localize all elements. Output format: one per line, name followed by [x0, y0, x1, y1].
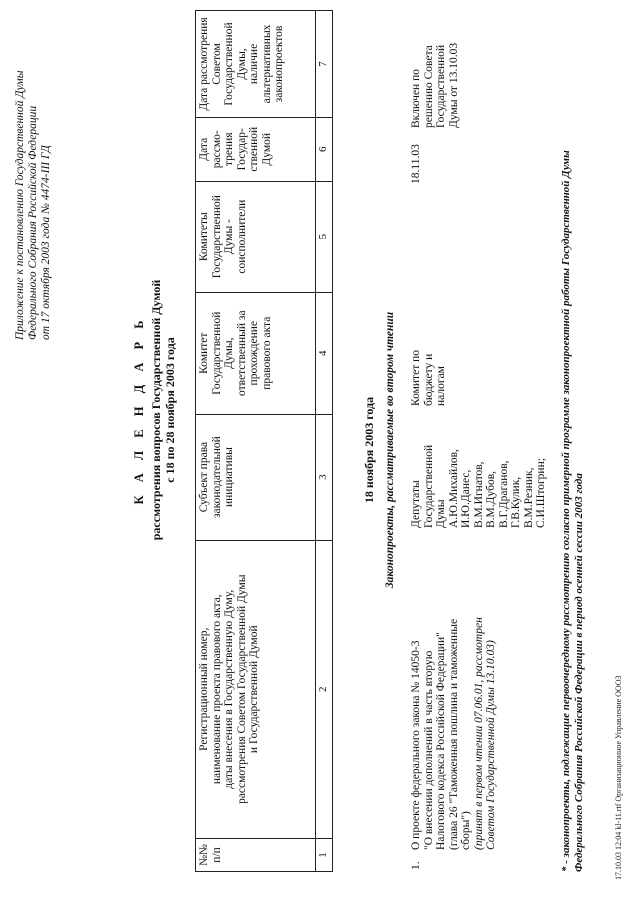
subject-line: Думы — [435, 499, 447, 528]
column-number: 6 — [316, 117, 333, 181]
title-line: рассмотрения вопросов Государственной Думой — [149, 279, 163, 541]
footnote-line: Федерального Собрания Российской Федерации в период осенней сессии 2003 года — [572, 473, 585, 872]
header-cell: Дата рассмотрения Советом Государственной Думы, наличие альтернативных законопроектов — [196, 11, 316, 118]
entry-desc-line: "О внесении дополнений в часть вторую — [422, 650, 435, 850]
council-line: Думы от 13.10.03 — [447, 42, 460, 128]
column-number-row — [316, 11, 333, 872]
subject-line: В.Г.Драганов, — [497, 460, 510, 528]
committee-line: налогам — [435, 366, 447, 406]
entry-desc-line: сборы") — [460, 811, 472, 850]
column-number: 4 — [316, 292, 333, 414]
document-title — [132, 210, 177, 610]
annex-line: от 17 октября 2003 года № 4474-III ГД — [40, 145, 52, 340]
header-cell: Дата рассмо- трения Государ- ственной Думой — [196, 117, 316, 181]
header-cell: Регистрационный номер, наименование проекта правового акта, даты внесения в Государственную Думу, рассмотрения Советом Государственной Думы и Государственной Думой — [196, 540, 316, 838]
calendar-table-header — [195, 10, 333, 872]
committee-line: Комитет по — [410, 350, 422, 406]
subject-line: В.М.Резник, — [522, 467, 535, 528]
column-number: 5 — [316, 181, 333, 292]
header-cell: Комитет Государственной Думы, ответственный за прохождение правового акта — [196, 292, 316, 414]
entry-note-line: Советом Государственной Думы 13.10.03) — [485, 640, 497, 850]
date-heading: 18 ноября 2003 года — [362, 396, 376, 504]
subject-line: В.М.Дубов, — [485, 471, 497, 528]
council-line: решению Совета — [422, 45, 435, 128]
entry-desc-line: Налогового кодекса Российской Федерации" — [435, 632, 447, 850]
column-number: 1 — [316, 838, 333, 871]
committee-line: бюджету и — [422, 353, 435, 406]
entry-committee — [410, 289, 448, 406]
column-number: 7 — [316, 11, 333, 118]
entry-desc-line: О проекте федерального закона № 14050-3 — [410, 640, 422, 850]
entry-number: 1. — [410, 861, 422, 870]
header-row — [196, 11, 316, 872]
header-cell: №№ п/п — [196, 838, 316, 871]
annex-line: Федерального Собрания Российской Федерации — [27, 105, 39, 340]
column-number: 2 — [316, 540, 333, 838]
entry-description — [410, 530, 498, 850]
title-heading: К А Л Е Н Д А Р Ь — [132, 315, 146, 505]
header-cell: Комитеты Государственной Думы - соисполнители — [196, 181, 316, 292]
subject-line: И.Ю.Данес, — [460, 469, 472, 528]
subject-line: А.Ю.Михайлов, — [447, 449, 460, 528]
entry-subject — [410, 406, 548, 528]
title-line: с 18 по 28 ноября 2003 года — [163, 337, 177, 483]
entry-desc-line: (глава 26 "Таможенная пошлина и таможенные — [447, 618, 460, 850]
section-heading: Законопроекты, рассматриваемые во втором чтении — [384, 311, 396, 589]
footnote — [560, 12, 585, 872]
entry-council — [410, 18, 460, 128]
entry-note-line: (принят в первом чтении 07.06.01, рассмотрен — [472, 617, 485, 850]
subject-line: Государственной — [422, 444, 435, 528]
column-number: 3 — [316, 414, 333, 540]
subject-line: Депутаты — [410, 480, 422, 528]
council-line: Включен по — [410, 69, 422, 128]
annex-note — [14, 10, 53, 340]
subject-line: В.М.Игнатов, — [472, 461, 485, 528]
entry-duma-date: 18.11.03 — [410, 144, 422, 184]
council-line: Государственной — [435, 44, 447, 128]
annex-line: Приложение к постановлению Государственной Думы — [14, 70, 26, 340]
footnote-line: * - законопроекты, подлежащие первоочередному рассмотрению согласно примерной программе законопроектной работы Государственной Думы — [560, 150, 572, 872]
header-cell: Субъект права законодательной инициативы — [196, 414, 316, 540]
file-footer: 17.10.03 12:04 kl-11.rtf Организационное Управление ООО3 — [614, 675, 623, 880]
subject-line: Г.В.Кулик, — [510, 476, 522, 528]
subject-line: С.И.Штогрин; — [535, 458, 547, 528]
